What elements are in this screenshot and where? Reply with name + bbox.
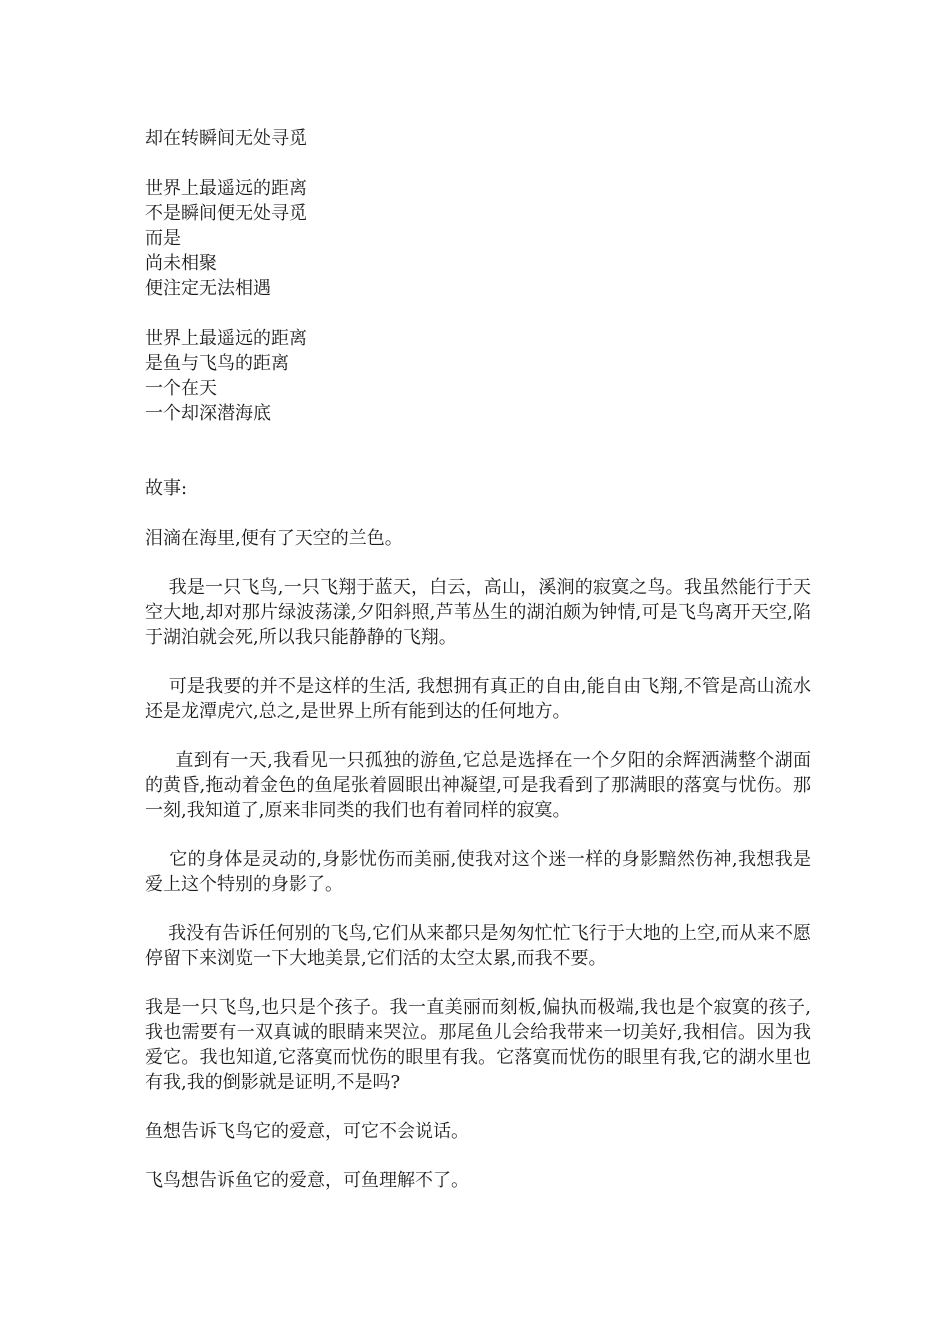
story-paragraph: 泪滴在海里,便有了天空的兰色。 (145, 528, 403, 549)
poem-line: 世界上最遥远的距离 (145, 178, 307, 199)
poem-line: 尚未相聚 (145, 253, 217, 274)
poem-line: 一个在天 (145, 378, 217, 399)
poem-stanza-3 (145, 326, 811, 426)
story-heading: 故事: (145, 478, 188, 499)
poem-line: 是鱼与飞鸟的距离 (145, 353, 289, 374)
story-body (145, 526, 811, 1193)
story-paragraph: 它的身体是灵动的,身影忧伤而美丽,使我对这个迷一样的身影黯然伤神,我想我是爱上这个特别的身影了。 (145, 849, 811, 895)
poem-line: 便注定无法相遇 (145, 278, 271, 299)
section-spacer (145, 426, 811, 476)
poem-stanza-2 (145, 176, 811, 301)
story-paragraph: 可是我要的并不是这样的生活, 我想拥有真正的自由,能自由飞翔,不管是高山流水还是龙潭虎穴,总之,是世界上所有能到达的任何地方。 (145, 676, 811, 722)
story-paragraph: 我没有告诉任何别的飞鸟,它们从来都只是匆匆忙忙飞行于大地的上空,而从来不愿停留下来浏览一下大地美景,它们活的太空太累,而我不要。 (145, 923, 811, 969)
story-paragraph: 飞鸟想告诉鱼它的爱意，可鱼理解不了。 (145, 1170, 469, 1191)
poem-line: 而是 (145, 228, 181, 249)
poem-line: 却在转瞬间无处寻觅 (145, 128, 307, 149)
story-paragraph: 我是一只飞鸟,也只是个孩子。我一直美丽而刻板,偏执而极端,我也是个寂寞的孩子,我也需要有一双真诚的眼睛来哭泣。那尾鱼儿会给我带来一切美好,我相信。因为我爱它。我也知道,它落寞而忧伤的眼里有我。它落寞而忧伤的眼里有我,它的湖水里也有我,我的倒影就是证明,不是吗? (145, 997, 811, 1093)
poem-stanza-1 (145, 126, 811, 151)
poem-line: 不是瞬间便无处寻觅 (145, 203, 307, 224)
poem-line: 世界上最遥远的距离 (145, 328, 307, 349)
story-paragraph: 直到有一天,我看见一只孤独的游鱼,它总是选择在一个夕阳的余辉洒满整个湖面的黄昏,拖动着金色的鱼尾张着圆眼出神凝望,可是我看到了那满眼的落寞与忧伤。那一刻,我知道了,原来非同类的我们也有着同样的寂寞。 (145, 750, 811, 821)
document-page (145, 126, 811, 1193)
story-paragraph: 鱼想告诉飞鸟它的爱意，可它不会说话。 (145, 1121, 469, 1142)
poem-line: 一个却深潜海底 (145, 403, 271, 424)
story-paragraph: 我是一只飞鸟,一只飞翔于蓝天，白云，高山，溪涧的寂寞之鸟。我虽然能行于天空大地,却对那片绿波荡漾,夕阳斜照,芦苇丛生的湖泊颇为钟情,可是飞鸟离开天空,陷于湖泊就会死,所以我只能静静的飞翔。 (145, 577, 812, 648)
